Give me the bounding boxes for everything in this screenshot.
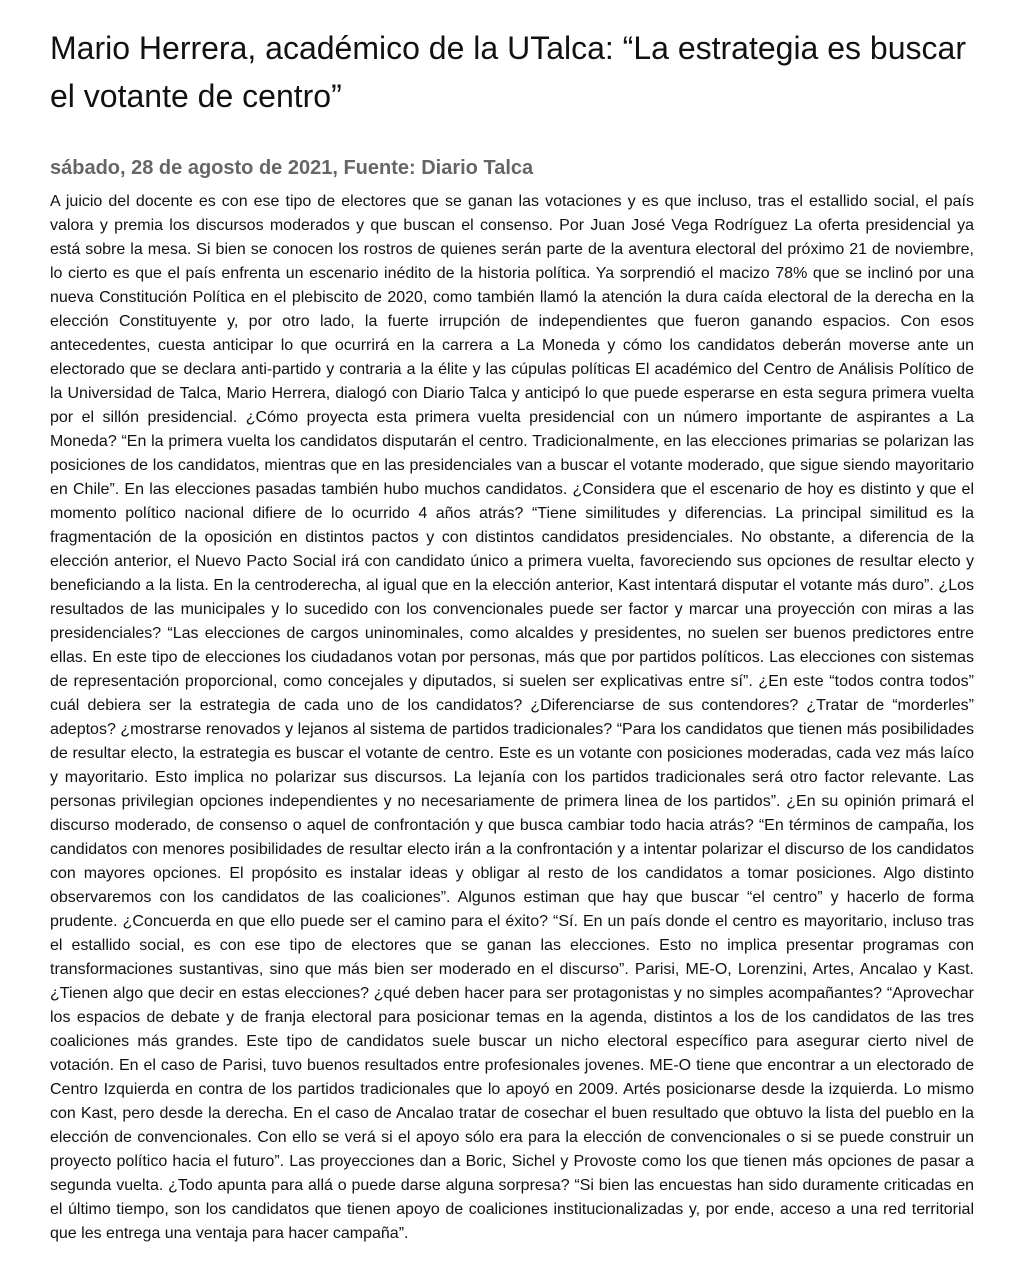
article-body: A juicio del docente es con ese tipo de electores que se ganan las votaciones y es que incluso, tras el estallido social, el país valora y premia los discursos moderados y que buscan el consenso. Por Juan José Vega Rodríguez La oferta presidencial ya está sobre la mesa. Si bien se conocen los rostros de quienes serán parte de la aventura electoral del próximo 21 de noviembre, lo cierto es que el país enfrenta un escenario inédito de la historia política. Ya sorprendió el macizo 78% que se inclinó por una nueva Constitución Política en el plebiscito de 2020, como también llamó la atención la dura caída electoral de la derecha en la elección Constituyente y, por otro lado, la fuerte irrupción de independientes que fueron ganando espacios. Con esos antecedentes, cuesta anticipar lo que ocurrirá en la carrera a La Moneda y cómo los candidatos deberán moverse ante un electorado que se declara anti-partido y contraria a la élite y las cúpulas políticas El académico del Centro de Análisis Político de la Universidad de Talca, Mario Herrera, dialogó con Diario Talca y anticipó lo que puede esperarse en esta segura primera vuelta por el sillón presidencial. ¿Cómo proyecta esta primera vuelta presidencial con un número importante de aspirantes a La Moneda? “En la primera vuelta los candidatos disputarán el centro. Tradicionalmente, en las elecciones primarias se polarizan las posiciones de los candidatos, mientras que en las presidenciales van a buscar el votante moderado, que sigue siendo mayoritario en Chile”. En las elecciones pasadas también hubo muchos candidatos. ¿Considera que el escenario de hoy es distinto y que el momento político nacional difiere de lo ocurrido 4 años atrás? “Tiene similitudes y diferencias. La principal similitud es la fragmentación de la oposición en distintos pactos y con distintos candidatos presidenciales. No obstante, a diferencia de la elección anterior, el Nuevo Pacto Social irá con candidato único a primera vuelta, favoreciendo sus opciones de resultar electo y beneficiando a la lista. En la centroderecha, al igual que en la elección anterior, Kast intentará disputar el votante más duro”. ¿Los resultados de las municipales y lo sucedido con los convencionales puede ser factor y marcar una proyección con miras a las presidenciales? “Las elecciones de cargos uninominales, como alcaldes y presidentes, no suelen ser buenos predictores entre ellas. En este tipo de elecciones los ciudadanos votan por personas, más que por partidos políticos. Las elecciones con sistemas de representación proporcional, como concejales y diputados, si suelen ser explicativas entre sí”. ¿En este “todos contra todos” cuál debiera ser la estrategia de cada uno de los candidatos? ¿Diferenciarse de sus contendores? ¿Tratar de “morderles” adeptos? ¿mostrarse renovados y lejanos al sistema de partidos tradicionales? “Para los candidatos que tienen más posibilidades de resultar electo, la estrategia es buscar el votante de centro. Este es un votante con posiciones moderadas, cada vez más laíco y mayoritario. Esto implica no polarizar sus discursos. La lejanía con los partidos tradicionales será otro factor relevante. Las personas privilegian opciones independientes y no necesariamente de primera linea de los partidos”. ¿En su opinión primará el discurso moderado, de consenso o aquel de confrontación y que busca cambiar todo hacia atrás? “En términos de campaña, los candidatos con menores posibilidades de resultar electo irán a la confrontación y a intentar polarizar el discurso de los candidatos con mayores opciones. El propósito es instalar ideas y obligar al resto de los candidatos a tomar posiciones. Algo distinto observaremos con los candidatos de las coaliciones”. Algunos estiman que hay que buscar “el centro” y hacerlo de forma prudente. ¿Concuerda en que ello puede ser el camino para el éxito? “Sí. En un país donde el centro es mayoritario, incluso tras el estallido social, es con ese tipo de electores que se ganan las elecciones. Esto no implica presentar programas con transformaciones sustantivas, sino que más bien ser moderado en el discurso”. Parisi, ME-O, Lorenzini, Artes, Ancalao y Kast. ¿Tienen algo que decir en estas elecciones? ¿qué deben hacer para ser protagonistas y no simples acompañantes? “Aprovechar los espacios de debate y de franja electoral para posicionar temas en la agenda, distintos a los de los candidatos de las tres coaliciones más grandes. Este tipo de candidatos suele buscar un nicho electoral específico para asegurar cierto nivel de votación. En el caso de Parisi, tuvo buenos resultados entre profesionales jovenes. ME-O tiene que encontrar a un electorado de Centro Izquierda en contra de los partidos tradicionales que lo apoyó en 2009. Artés posicionarse desde la izquierda. Lo mismo con Kast, pero desde la derecha. En el caso de Ancalao tratar de cosechar el buen resultado que obtuvo la lista del pueblo en la elección de convencionales. Con ello se verá si el apoyo sólo era para la elección de convencionales o si se puede construir un proyecto político hacia el futuro”. Las proyecciones dan a Boric, Sichel y Provoste como los que tienen más opciones de pasar a segunda vuelta. ¿Todo apunta para allá o puede darse alguna sorpresa? “Si bien las encuestas han sido duramente criticadas en el último tiempo, son los candidatos que tienen apoyo de coaliciones institucionalizadas y, por ende, acceso a una red territorial que les entrega una ventaja para hacer campaña”.: [50, 193, 974, 1242]
article-date-source: sábado, 28 de agosto de 2021, Fuente: Diario Talca: [50, 157, 534, 179]
article: [50, 0, 974, 1246]
article-title: Mario Herrera, académico de la UTalca: “La estrategia es buscar el votante de centro”: [50, 30, 966, 114]
